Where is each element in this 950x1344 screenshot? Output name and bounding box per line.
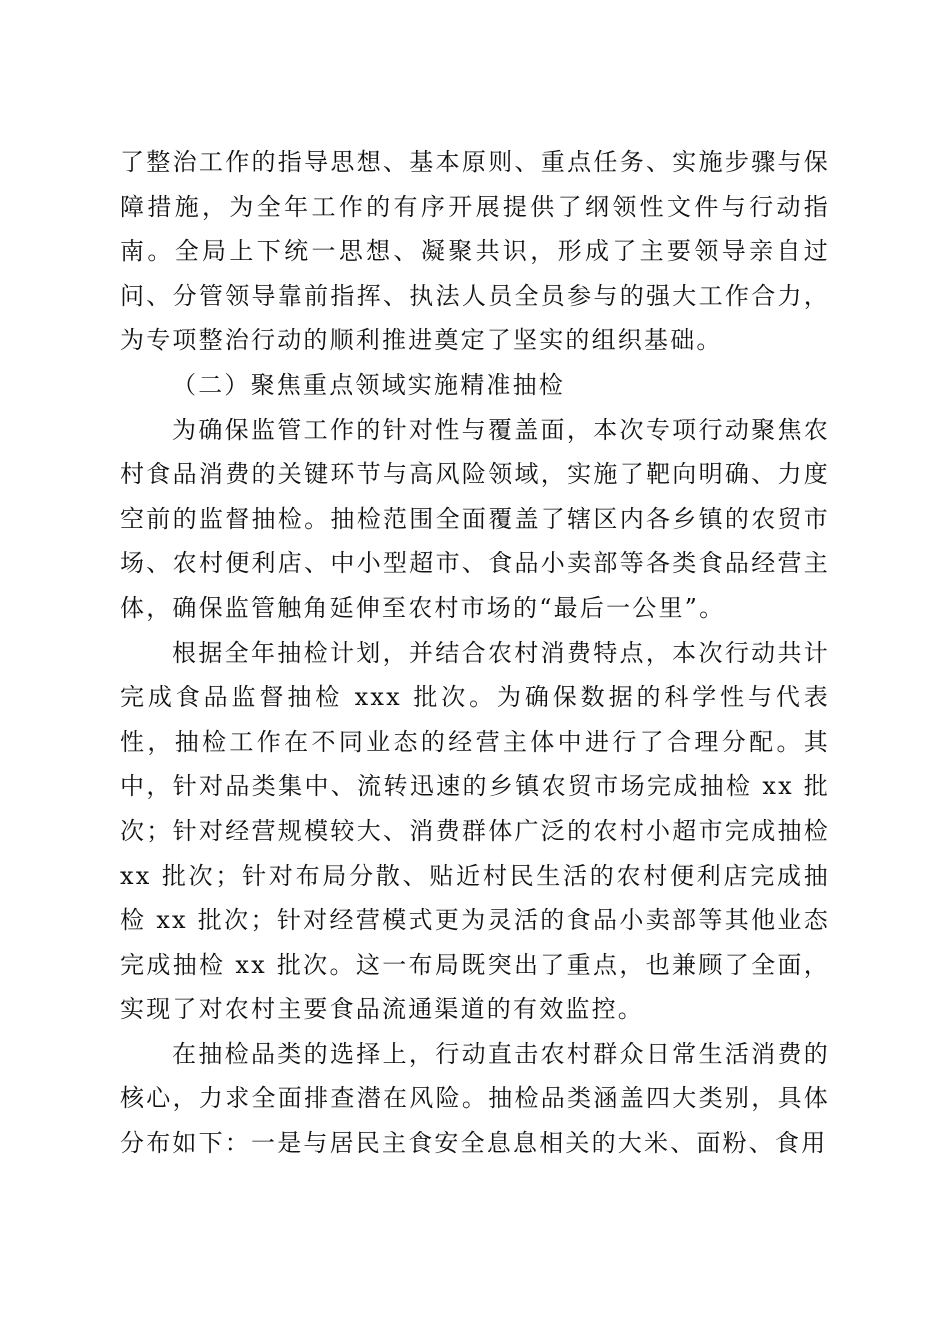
document-body	[120, 140, 830, 1166]
paragraph-organization-basis: 了整治工作的指导思想、基本原则、重点任务、实施步骤与保障措施，为全年工作的有序开展提供了纲领性文件与行动指南。全局上下统一思想、凝聚共识，形成了主要领导亲自过问、分管领导靠前指挥、执法人员全员参与的强大工作合力，为专项整治行动的顺利推进奠定了坚实的组织基础。	[120, 148, 830, 355]
paragraph-sampling-categories: 在抽检品类的选择上，行动直击农村群众日常生活消费的核心，力求全面排查潜在风险。抽检品类涵盖四大类别，具体分布如下：一是与居民主食安全息息相关的大米、面粉、食用	[120, 1039, 830, 1158]
section-heading-precise-sampling: （二）聚焦重点领域实施精准抽检	[172, 370, 565, 399]
paragraph-sampling-batches: 根据全年抽检计划，并结合农村消费特点，本次行动共计完成食品监督抽检 xxx 批次。为确保数据的科学性与代表性，抽检工作在不同业态的经营主体中进行了合理分配。其中，针对品类集中、流转迅速的乡镇农贸市场完成抽检 xx 批次；针对经营规模较大、消费群体广泛的农村小超市完成抽检 xx 批次；针对布局分散、贴近村民生活的农村便利店完成抽检 xx 批次；针对经营模式更为灵活的食品小卖部等其他业态完成抽检 xx 批次。这一布局既突出了重点，也兼顾了全面，实现了对农村主要食品流通渠道的有效监控。	[120, 638, 830, 1024]
paragraph-sampling-scope: 为确保监管工作的针对性与覆盖面，本次专项行动聚焦农村食品消费的关键环节与高风险领域，实施了靶向明确、力度空前的监督抽检。抽检范围全面覆盖了辖区内各乡镇的农贸市场、农村便利店、中小型超市、食品小卖部等各类食品经营主体，确保监管触角延伸至农村市场的“最后一公里”。	[120, 415, 830, 622]
